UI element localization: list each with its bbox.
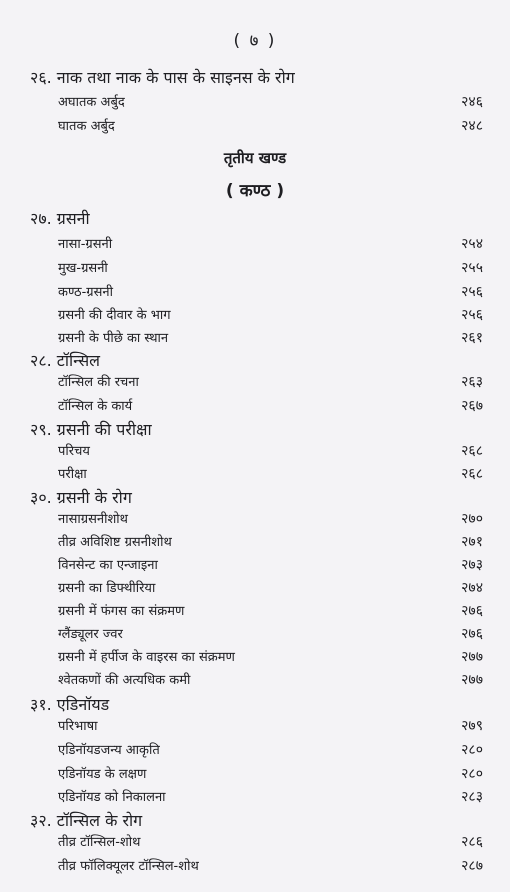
toc-entry-page: २५६ (461, 284, 483, 300)
toc-entry-page: २७६ (461, 603, 483, 619)
toc-entry-page: २८७ (461, 858, 483, 874)
chapter-heading: २७. ग्रसनी (30, 209, 90, 228)
toc-entry-label: कण्ठ-ग्रसनी (58, 285, 113, 300)
toc-entry-label: तीव्र फॉलिक्यूलर टॉन्सिल-शोथ (58, 859, 199, 874)
chapter-heading: २८. टॉन्सिल (30, 351, 100, 370)
toc-entry-page: २६१ (461, 330, 483, 346)
toc-entry-label: ग्रसनी में फंगस का संक्रमण (58, 604, 185, 619)
part-subtitle: ( कण्ठ ) (225, 181, 285, 201)
toc-entry-page: २७७ (461, 649, 483, 665)
toc-entry-page: २६८ (461, 466, 483, 482)
toc-entry-label: विनसेन्ट का एन्जाइना (58, 558, 158, 573)
toc-entry-page: २७७ (461, 672, 483, 688)
toc-entry-label: एडिनॉयड के लक्षण (58, 767, 147, 782)
chapter-heading: ३१. एडिनॉयड (30, 695, 110, 714)
toc-entry-page: २७६ (461, 626, 483, 642)
toc-entry-label: टॉन्सिल के कार्य (58, 399, 133, 414)
toc-entry-page: २४८ (461, 118, 483, 134)
toc-entry-page: २८० (461, 766, 483, 782)
toc-entry-page: २५४ (461, 236, 483, 252)
toc-entry-label: टॉन्सिल की रचना (58, 375, 139, 390)
toc-entry-label: परिचय (58, 444, 90, 459)
toc-entry-label: तीव्र टॉन्सिल-शोथ (58, 835, 141, 850)
toc-entry-label: तीव्र अविशिष्ट ग्रसनीशोथ (58, 535, 172, 550)
chapter-heading: २६. नाक तथा नाक के पास के साइनस के रोग (30, 68, 295, 87)
toc-entry-label: ग्रसनी का डिफ्थीरिया (58, 581, 156, 596)
page-number: ( ७ ) (233, 31, 277, 51)
toc-entry-label: परिभाषा (58, 719, 98, 734)
toc-entry-label: ग्रसनी के पीछे का स्थान (58, 331, 169, 346)
toc-entry-label: एडिनॉयडजन्य आकृति (58, 743, 160, 758)
toc-entry-label: ग्रसनी में हर्पीज के वाइरस का संक्रमण (58, 650, 235, 665)
toc-entry-label: ग्लैंड्यूलर ज्वर (58, 627, 123, 642)
toc-entry-label: नासाग्रसनीशोथ (58, 512, 128, 527)
toc-entry-page: २७९ (461, 718, 483, 734)
toc-entry-page: २७३ (461, 557, 483, 573)
toc-entry-page: २६८ (461, 443, 483, 459)
toc-entry-page: २७० (461, 511, 483, 527)
toc-entry-label: अघातक अर्बुद (58, 95, 125, 110)
part-title: तृतीय खण्ड (223, 149, 287, 167)
toc-entry-page: २६७ (461, 398, 483, 414)
toc-entry-page: २५६ (461, 307, 483, 323)
toc-entry-label: ग्रसनी की दीवार के भाग (58, 308, 171, 323)
toc-entry-page: २८० (461, 742, 483, 758)
toc-entry-label: घातक अर्बुद (58, 119, 115, 134)
toc-entry-page: २७४ (461, 580, 483, 596)
chapter-heading: ३०. ग्रसनी के रोग (30, 488, 132, 507)
toc-entry-page: २४६ (461, 94, 483, 110)
toc-entry-page: २५५ (461, 260, 483, 276)
toc-entry-label: परीक्षा (58, 467, 87, 482)
toc-entry-label: एडिनॉयड को निकालना (58, 790, 166, 805)
chapter-heading: २९. ग्रसनी की परीक्षा (30, 420, 152, 439)
toc-entry-label: नासा-ग्रसनी (58, 237, 113, 252)
toc-entry-page: २८६ (461, 834, 483, 850)
toc-entry-page: २७१ (461, 534, 483, 550)
toc-entry-page: २६३ (461, 374, 483, 390)
toc-entry-label: मुख-ग्रसनी (58, 261, 108, 276)
toc-entry-page: २८३ (461, 789, 483, 805)
chapter-heading: ३२. टॉन्सिल के रोग (30, 811, 143, 830)
toc-entry-label: श्वेतकणों की अत्यधिक कमी (58, 673, 191, 688)
